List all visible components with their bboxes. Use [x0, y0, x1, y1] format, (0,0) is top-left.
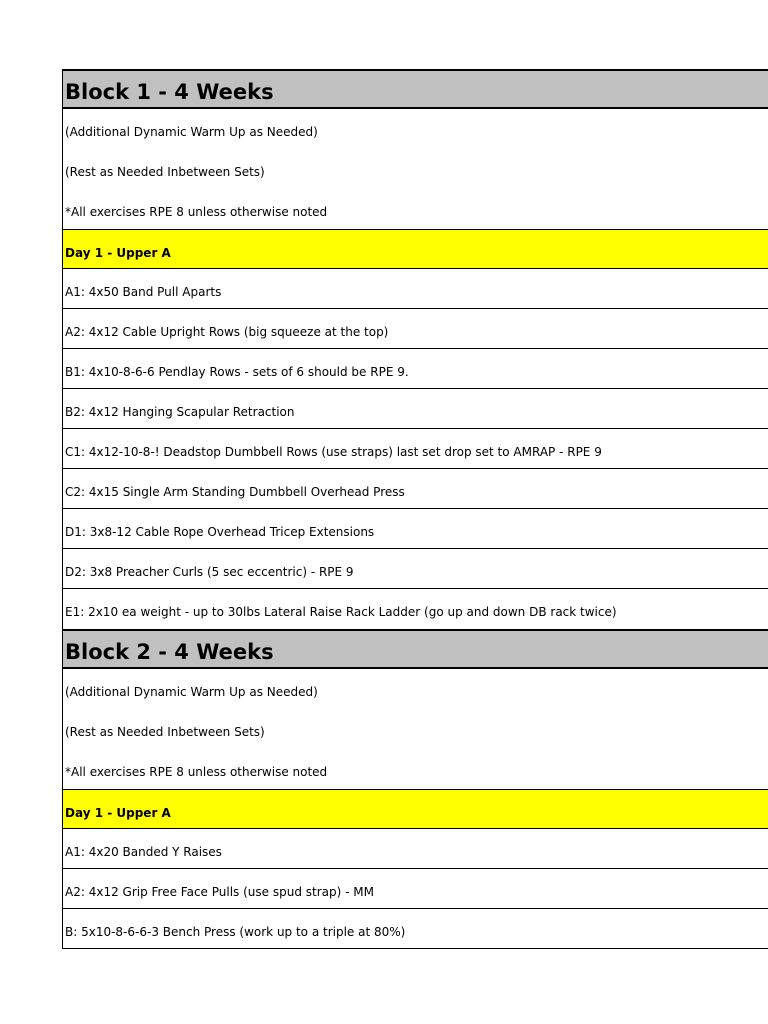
- block-1-note-warmup: (Additional Dynamic Warm Up as Needed): [65, 125, 318, 139]
- exercise-row: A1: 4x20 Banded Y Raises: [63, 829, 768, 869]
- exercise-row: C2: 4x15 Single Arm Standing Dumbbell Overhead Press: [63, 469, 768, 509]
- exercise-row: A2: 4x12 Grip Free Face Pulls (use spud strap) - MM: [63, 869, 768, 909]
- exercise-row: D2: 3x8 Preacher Curls (5 sec eccentric) - RPE 9: [63, 549, 768, 589]
- block-1-title: Block 1 - 4 Weeks: [63, 69, 768, 109]
- block-1-day-label: Day 1 - Upper A: [63, 229, 768, 269]
- block-2-note-rpe: *All exercises RPE 8 unless otherwise noted: [65, 765, 328, 779]
- block-2-note-warmup: (Additional Dynamic Warm Up as Needed): [65, 685, 318, 699]
- block-1-note-rest: (Rest as Needed Inbetween Sets): [65, 165, 265, 179]
- exercise-row: B1: 4x10-8-6-6 Pendlay Rows - sets of 6 should be RPE 9.: [63, 349, 768, 389]
- block-2-day-label: Day 1 - Upper A: [63, 789, 768, 829]
- spreadsheet: [62, 69, 768, 949]
- block-1-note-rpe: *All exercises RPE 8 unless otherwise noted: [65, 205, 328, 219]
- exercise-row: D1: 3x8-12 Cable Rope Overhead Tricep Extensions: [63, 509, 768, 549]
- exercise-row: C1: 4x12-10-8-! Deadstop Dumbbell Rows (use straps) last set drop set to AMRAP - RPE 9: [63, 429, 768, 469]
- exercise-row: A1: 4x50 Band Pull Aparts: [63, 269, 768, 309]
- exercise-row: B: 5x10-8-6-6-3 Bench Press (work up to a triple at 80%): [63, 909, 768, 949]
- exercise-row: B2: 4x12 Hanging Scapular Retraction: [63, 389, 768, 429]
- exercise-row: E1: 2x10 ea weight - up to 30lbs Lateral Raise Rack Ladder (go up and down DB rack twice): [65, 605, 617, 619]
- block-2-title: Block 2 - 4 Weeks: [63, 629, 768, 669]
- exercise-row: A2: 4x12 Cable Upright Rows (big squeeze at the top): [63, 309, 768, 349]
- block-2-note-rest: (Rest as Needed Inbetween Sets): [65, 725, 265, 739]
